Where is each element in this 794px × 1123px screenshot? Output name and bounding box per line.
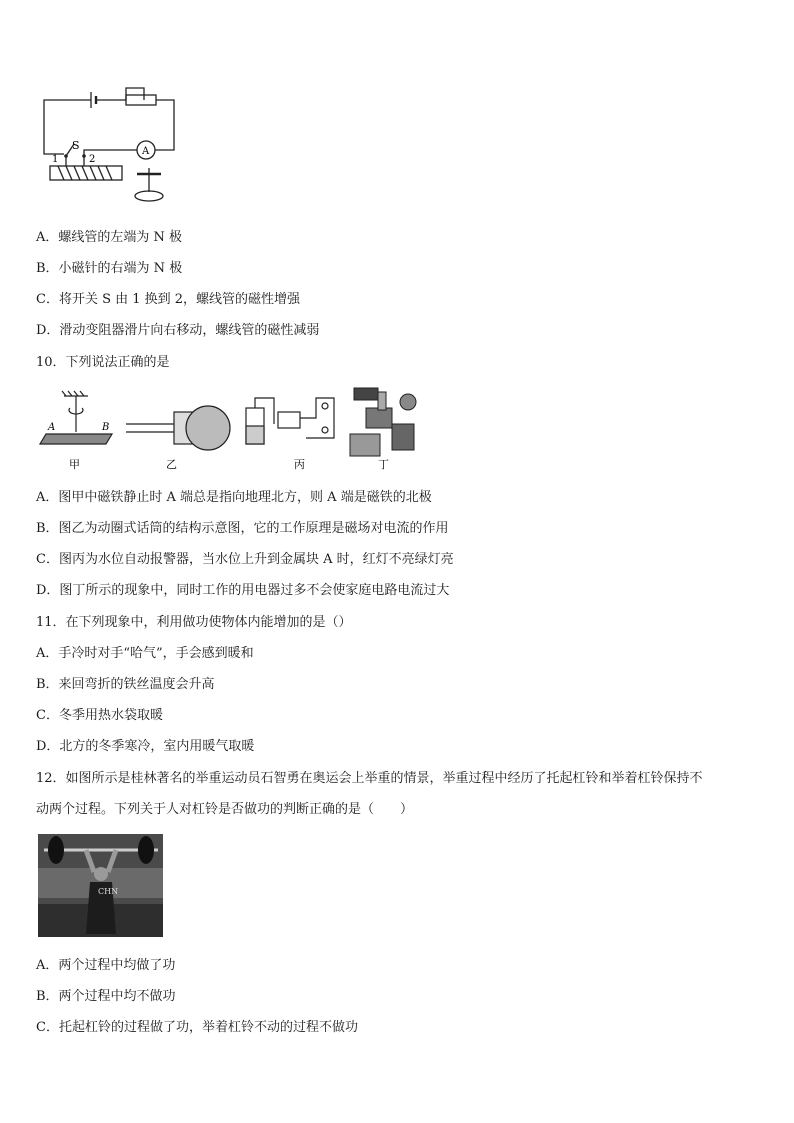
q9-option-c: C．将开关 S 由 1 换到 2，螺线管的磁性增强 <box>36 292 301 307</box>
circuit-figure <box>36 82 196 212</box>
q10-label-jia: 甲 <box>69 458 80 471</box>
panel-a-label-b: B <box>102 422 110 433</box>
q11-option-c: C．冬季用热水袋取暖 <box>36 708 163 723</box>
q9-option-a: A．螺线管的左端为 N 极 <box>36 230 183 245</box>
q10-option-d: D．图丁所示的现象中，同时工作的用电器过多不会使家庭电路电流过大 <box>36 583 450 598</box>
q10-label-bing: 丙 <box>294 458 305 471</box>
q12-stem-line1: 12．如图所示是桂林著名的举重运动员石智勇在奥运会上举重的情景，举重过程中经历了托起杠铃和举着杠铃保持不 <box>36 771 703 786</box>
q11-option-b: B．来回弯折的铁丝温度会升高 <box>36 677 215 692</box>
q10-option-a: A．图甲中磁铁静止时 A 端总是指向地理北方，则 A 端是磁铁的北极 <box>36 490 432 505</box>
q10-stem: 10．下列说法正确的是 <box>36 355 170 370</box>
q11-option-a: A．手冷时对手“哈气”，手会感到暖和 <box>36 646 254 661</box>
q10-label-ding: 丁 <box>378 458 389 471</box>
ammeter-label: A <box>142 146 150 157</box>
q10-option-c: C．图丙为水位自动报警器，当水位上升到金属块 A 时，红灯不亮绿灯亮 <box>36 552 454 567</box>
panel-a-label-a: A <box>48 422 56 433</box>
q12-option-b: B．两个过程中均不做功 <box>36 989 176 1004</box>
q9-option-b: B．小磁针的右端为 N 极 <box>36 261 183 276</box>
q11-stem: 11．在下列现象中，利用做功使物体内能增加的是（） <box>36 615 352 630</box>
weightlifter-photo <box>38 834 163 937</box>
q11-option-d: D．北方的冬季寒冷，室内用暖气取暖 <box>36 739 255 754</box>
photo-jersey-text: CHN <box>98 887 119 896</box>
switch-pos2-label: 2 <box>89 154 96 165</box>
q9-option-d: D．滑动变阻器滑片向右移动，螺线管的磁性减弱 <box>36 323 320 338</box>
q10-figure <box>36 378 456 476</box>
switch-label: S <box>72 139 80 152</box>
switch-pos1-label: 1 <box>52 154 59 165</box>
q12-option-c: C．托起杠铃的过程做了功，举着杠铃不动的过程不做功 <box>36 1020 358 1035</box>
q10-label-yi: 乙 <box>166 458 177 471</box>
q10-option-b: B．图乙为动圈式话筒的结构示意图，它的工作原理是磁场对电流的作用 <box>36 521 449 536</box>
q12-stem-line2: 动两个过程。下列关于人对杠铃是否做功的判断正确的是（ ） <box>36 802 414 817</box>
q12-option-a: A．两个过程中均做了功 <box>36 958 176 973</box>
